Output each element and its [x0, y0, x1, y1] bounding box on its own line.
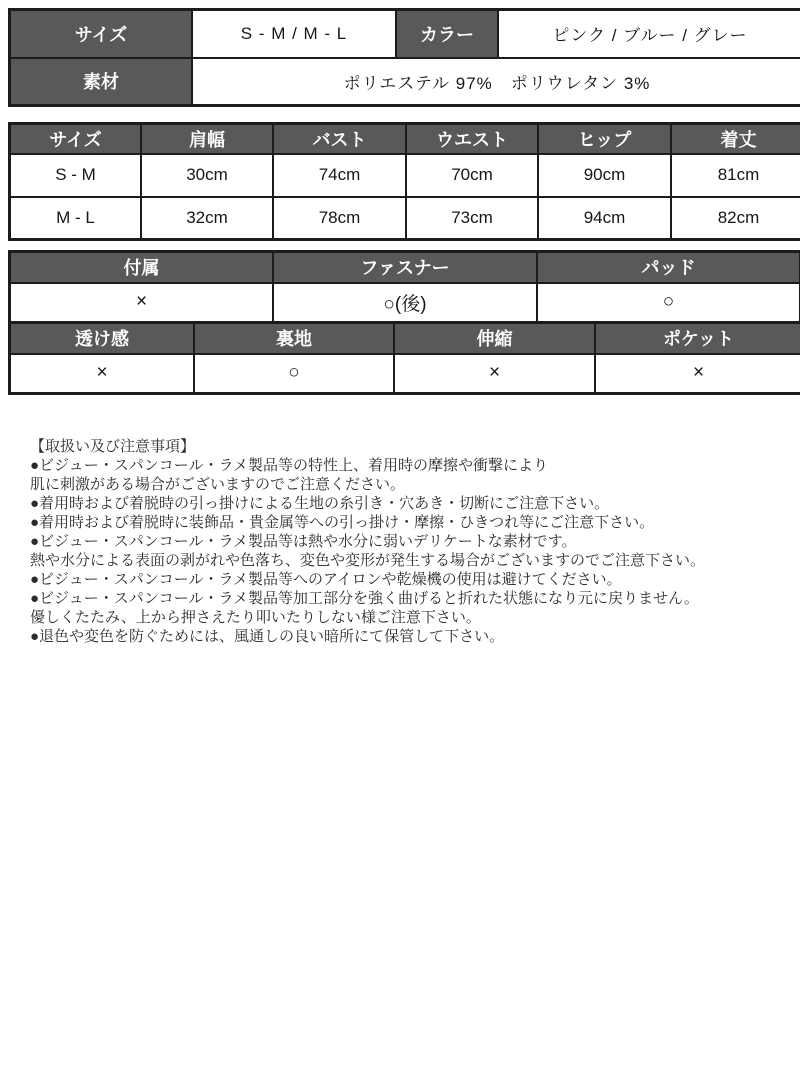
col-header-hip: ヒップ: [538, 124, 671, 154]
cell-waist: 73cm: [406, 197, 538, 240]
color-value-cell: ピンク / ブルー / グレー: [498, 10, 800, 58]
material-label-cell: 素材: [10, 58, 193, 106]
cell-fastener-value: ○(後): [273, 283, 537, 323]
size-label-cell: サイズ: [10, 10, 193, 58]
cell-hip: 94cm: [538, 197, 671, 240]
col-header-fastener: ファスナー: [273, 252, 537, 283]
cell-length: 82cm: [671, 197, 800, 240]
cell-shoulder: 30cm: [141, 154, 273, 197]
care-notes: [30, 437, 780, 646]
cell-accessory-value: ×: [10, 283, 274, 323]
measurement-table: [8, 122, 800, 241]
col-header-shoulder: 肩幅: [141, 124, 273, 154]
col-header-size: サイズ: [10, 124, 142, 154]
care-note-line: ●ビジュー・スパンコール・ラメ製品等は熱や水分に弱いデリケートな素材です。: [30, 533, 577, 550]
table-row-sm: [10, 154, 800, 197]
cell-lining-value: ○: [194, 354, 394, 394]
col-header-lining: 裏地: [194, 323, 394, 354]
cell-size: M - L: [10, 197, 142, 240]
care-note-line: ●着用時および着脱時の引っ掛けによる生地の糸引き・穴あき・切断にご注意下さい。: [30, 495, 610, 512]
table-row: [10, 10, 800, 58]
care-note-line: ●ビジュー・スパンコール・ラメ製品等加工部分を強く曲げると折れた状態になり元に戻りません。: [30, 590, 699, 607]
col-header-pocket: ポケット: [595, 323, 800, 354]
cell-hip: 90cm: [538, 154, 671, 197]
features-table-a: [8, 250, 800, 324]
care-note-line: ●ビジュー・スパンコール・ラメ製品等へのアイロンや乾燥機の使用は避けてください。: [30, 571, 622, 588]
care-note-line: 肌に刺激がある場合がございますのでご注意ください。: [30, 476, 406, 493]
cell-stretch-value: ×: [394, 354, 595, 394]
care-note-line: ●退色や変色を防ぐためには、風通しの良い暗所にて保管して下さい。: [30, 628, 505, 645]
features-b-header-row: [10, 323, 800, 354]
col-header-accessory: 付属: [10, 252, 274, 283]
material-value-cell: ポリエステル 97% ポリウレタン 3%: [192, 58, 800, 106]
cell-waist: 70cm: [406, 154, 538, 197]
features-a-header-row: [10, 252, 800, 283]
care-notes-title: 【取扱い及び注意事項】: [30, 438, 196, 455]
size-color-material-table: [8, 8, 800, 107]
color-label-cell: カラー: [396, 10, 498, 58]
table-row-ml: [10, 197, 800, 240]
care-note-line: ●着用時および着脱時に装飾品・貴金属等への引っ掛け・摩擦・ひきつれ等にご注意下さい。: [30, 514, 655, 531]
cell-size: S - M: [10, 154, 142, 197]
cell-pocket-value: ×: [595, 354, 800, 394]
features-table-b: [8, 321, 800, 395]
cell-shoulder: 32cm: [141, 197, 273, 240]
col-header-length: 着丈: [671, 124, 800, 154]
features-b-value-row: [10, 354, 800, 394]
col-header-sheerness: 透け感: [10, 323, 195, 354]
size-value-cell: S - M / M - L: [192, 10, 396, 58]
cell-length: 81cm: [671, 154, 800, 197]
care-note-line: 熱や水分による表面の剥がれや色落ち、変色や変形が発生する場合がございますのでご注意下さい。: [30, 552, 706, 569]
cell-bust: 74cm: [273, 154, 406, 197]
col-header-bust: バスト: [273, 124, 406, 154]
features-a-value-row: [10, 283, 800, 323]
col-header-stretch: 伸縮: [394, 323, 595, 354]
cell-bust: 78cm: [273, 197, 406, 240]
care-note-line: 優しくたたみ、上から押さえたり叩いたりしない様ご注意下さい。: [30, 609, 481, 626]
col-header-waist: ウエスト: [406, 124, 538, 154]
col-header-pad: パッド: [537, 252, 800, 283]
cell-sheerness-value: ×: [10, 354, 195, 394]
cell-pad-value: ○: [537, 283, 800, 323]
measurement-header-row: [10, 124, 800, 154]
care-note-line: ●ビジュー・スパンコール・ラメ製品等の特性上、着用時の摩擦や衝撃により: [30, 457, 549, 474]
table-row: [10, 58, 800, 106]
